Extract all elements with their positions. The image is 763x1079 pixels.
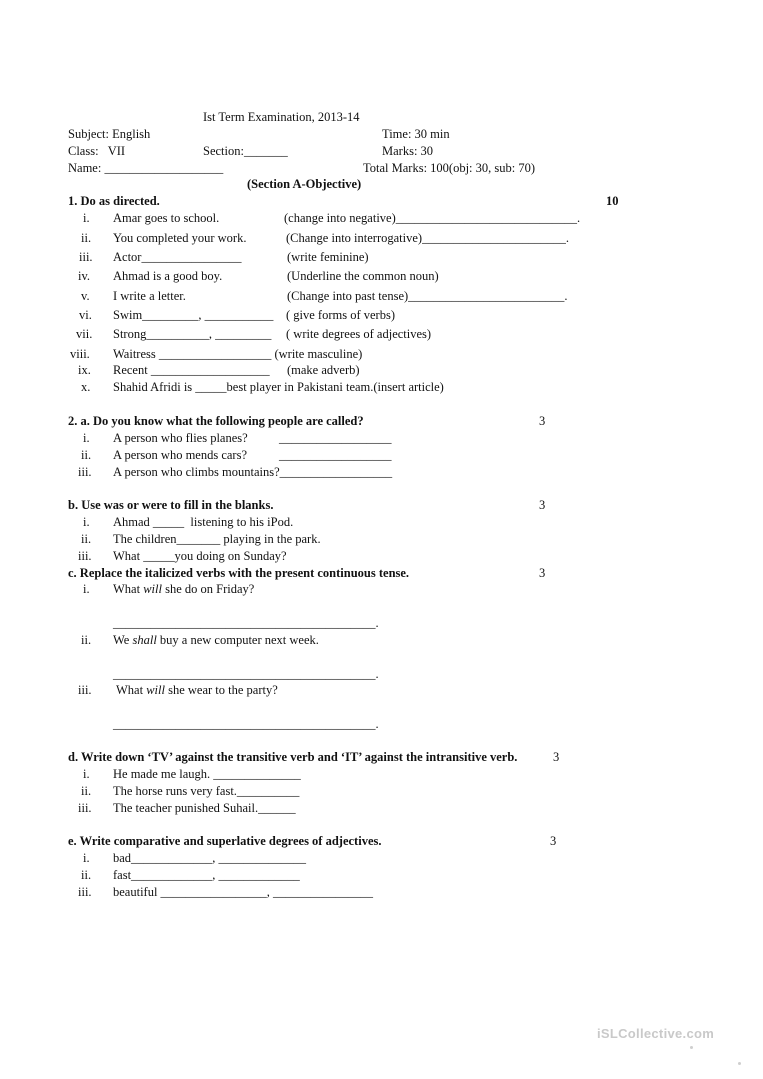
question-2b-marks: 3 bbox=[539, 498, 546, 512]
q1-item-text: I write a letter. bbox=[113, 289, 186, 303]
q2e-item-number: i. bbox=[83, 851, 90, 865]
question-2a-marks: 3 bbox=[539, 414, 546, 428]
q2a-item-text: A person who flies planes? bbox=[113, 431, 248, 445]
q2c-answer-line: __________________________________________. bbox=[113, 667, 379, 681]
section-heading: (Section A-Objective) bbox=[247, 177, 362, 191]
q1-item-instruction: (Change into interrogative)_______________________. bbox=[286, 231, 569, 245]
question-1-marks: 10 bbox=[606, 194, 619, 208]
q1-item-instruction: ( give forms of verbs) bbox=[286, 308, 395, 322]
q1-item-number: iv. bbox=[78, 269, 91, 283]
total-marks-label: Total Marks: 100(obj: 30, sub: 70) bbox=[363, 161, 536, 175]
q1-item-number: vii. bbox=[76, 327, 93, 341]
q1-item-text: Ahmad is a good boy. bbox=[113, 269, 223, 283]
question-1-title: 1. Do as directed. bbox=[68, 194, 160, 208]
q1-item-instruction: (write feminine) bbox=[287, 250, 369, 264]
q2e-item-number: ii. bbox=[81, 868, 92, 882]
q1-item-number: v. bbox=[81, 289, 90, 303]
q1-item-number: x. bbox=[81, 380, 91, 394]
q1-item-text: Strong__________, _________ bbox=[113, 327, 272, 341]
question-2c-title: c. Replace the italicized verbs with the present continuous tense. bbox=[68, 566, 410, 580]
q2c-answer-line: __________________________________________. bbox=[113, 717, 379, 731]
decorative-dot bbox=[690, 1046, 693, 1049]
question-2d-title: d. Write down ‘TV’ against the transitive verb and ‘IT’ against the intransitive verb. bbox=[68, 750, 518, 764]
q1-item-text: Shahid Afridi is _____best player in Pakistani team.(insert article) bbox=[113, 380, 444, 394]
q2b-item-number: iii. bbox=[78, 549, 92, 563]
q1-item-text: Amar goes to school. bbox=[113, 211, 220, 225]
q2d-item-number: i. bbox=[83, 767, 90, 781]
section-field: Section:_______ bbox=[203, 144, 288, 158]
q2c-item-text: We shall buy a new computer next week. bbox=[113, 633, 319, 647]
q2b-item-number: i. bbox=[83, 515, 90, 529]
q2c-item-number: iii. bbox=[78, 683, 92, 697]
q2d-item-number: iii. bbox=[78, 801, 92, 815]
q2b-item-number: ii. bbox=[81, 532, 92, 546]
question-2b-title: b. Use was or were to fill in the blanks. bbox=[68, 498, 274, 512]
q1-item-number: vi. bbox=[79, 308, 92, 322]
q1-item-instruction: (Underline the common noun) bbox=[287, 269, 439, 283]
exam-title: Ist Term Examination, 2013-14 bbox=[203, 110, 360, 124]
q2c-item-text: What will she do on Friday? bbox=[113, 582, 255, 596]
q1-item-instruction: ( write degrees of adjectives) bbox=[286, 327, 432, 341]
q2a-item-text: A person who mends cars? bbox=[113, 448, 247, 462]
marks-label: Marks: 30 bbox=[382, 144, 434, 158]
q2e-item-text: beautiful _________________, ________________ bbox=[113, 885, 374, 899]
time-label: Time: 30 min bbox=[382, 127, 450, 141]
q1-item-text: Swim_________, ___________ bbox=[113, 308, 274, 322]
q1-item-text: You completed your work. bbox=[113, 231, 247, 245]
class-label: Class: VII bbox=[68, 144, 126, 158]
q2c-answer-line: __________________________________________. bbox=[113, 616, 379, 630]
name-field: Name: ___________________ bbox=[68, 161, 224, 175]
q1-item-number: viii. bbox=[70, 347, 90, 361]
question-2e-marks: 3 bbox=[550, 834, 557, 848]
q1-item-text: Recent ___________________ bbox=[113, 363, 270, 377]
watermark: iSLCollective.com bbox=[597, 1026, 715, 1041]
question-2c-marks: 3 bbox=[539, 566, 546, 580]
q2b-item-text: The children_______ playing in the park. bbox=[113, 532, 321, 546]
q1-item-text: Actor________________ bbox=[113, 250, 242, 264]
q2d-item-text: The teacher punished Suhail.______ bbox=[113, 801, 296, 815]
question-2d-marks: 3 bbox=[553, 750, 560, 764]
q2a-item-text: A person who climbs mountains?__________________ bbox=[113, 465, 393, 479]
q1-item-number: iii. bbox=[79, 250, 93, 264]
question-2a-title: 2. a. Do you know what the following people are called? bbox=[68, 414, 364, 428]
q2a-answer-blank: __________________ bbox=[279, 431, 392, 445]
decorative-dot bbox=[738, 1062, 741, 1065]
q2d-item-text: He made me laugh. ______________ bbox=[113, 767, 301, 781]
q1-item-number: ii. bbox=[81, 231, 92, 245]
q1-item-instruction: (Change into past tense)_________________________. bbox=[287, 289, 568, 303]
q1-item-number: i. bbox=[83, 211, 90, 225]
q2c-item-number: ii. bbox=[81, 633, 92, 647]
q2b-item-text: What _____you doing on Sunday? bbox=[113, 549, 287, 563]
q2c-item-text: What will she wear to the party? bbox=[116, 683, 278, 697]
q2b-item-text: Ahmad _____ listening to his iPod. bbox=[113, 515, 294, 529]
q1-item-instruction: (make adverb) bbox=[287, 363, 360, 377]
q2e-item-text: fast_____________, _____________ bbox=[113, 868, 300, 882]
q2c-item-number: i. bbox=[83, 582, 90, 596]
q2a-item-number: ii. bbox=[81, 448, 92, 462]
q2a-answer-blank: __________________ bbox=[279, 448, 392, 462]
q2e-item-number: iii. bbox=[78, 885, 92, 899]
q2d-item-text: The horse runs very fast.__________ bbox=[113, 784, 300, 798]
question-2e-title: e. Write comparative and superlative degrees of adjectives. bbox=[68, 834, 382, 848]
q2d-item-number: ii. bbox=[81, 784, 92, 798]
q1-item-number: ix. bbox=[78, 363, 91, 377]
q2e-item-text: bad_____________, ______________ bbox=[113, 851, 307, 865]
q1-item-instruction: (change into negative)_____________________________. bbox=[284, 211, 581, 225]
q2a-item-number: i. bbox=[83, 431, 90, 445]
subject-label: Subject: English bbox=[68, 127, 151, 141]
q1-item-text: Waitress __________________ (write masculine) bbox=[113, 347, 363, 361]
q2a-item-number: iii. bbox=[78, 465, 92, 479]
